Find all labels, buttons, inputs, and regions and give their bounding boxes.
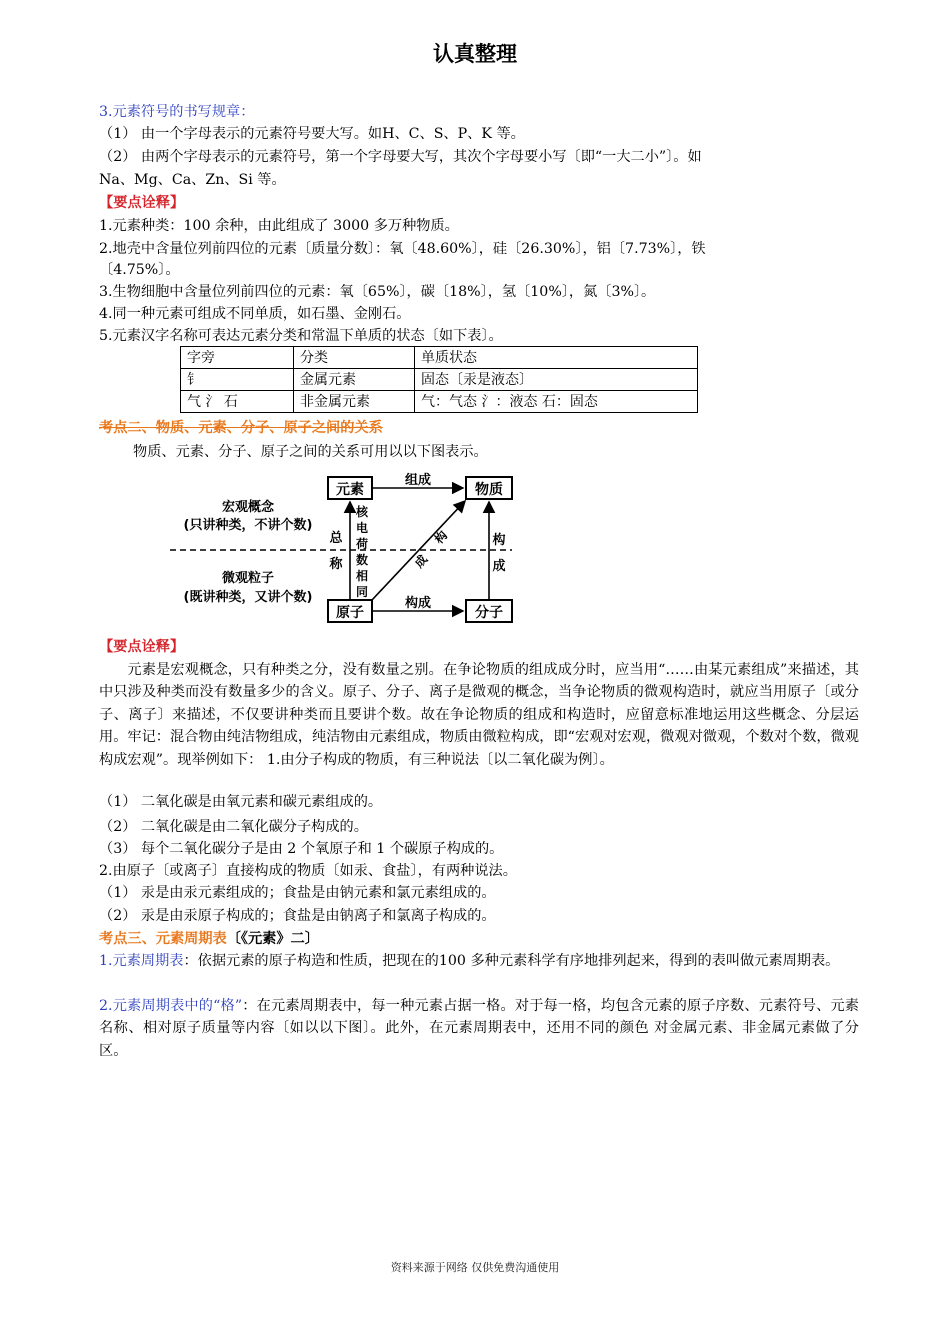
label-vertical-char: 同 (355, 585, 369, 599)
periodic-table-definition (99, 950, 859, 972)
periodic-cell-definition (99, 995, 859, 1062)
table-header-row (181, 347, 698, 369)
atom-substance-2: （2） 汞是由汞原子构成的；食盐是由钠离子和氯离子构成的。 (99, 908, 496, 924)
periodic-table-label: 1.元素周期表 (99, 953, 184, 969)
kp3-heading: 考点三、元素周期表 (99, 931, 227, 947)
table-cell: 气 氵 石 (181, 391, 294, 413)
label-vertical-char: 荷 (355, 537, 369, 551)
table-cell: 气：气态 氵：液态 石：固态 (415, 391, 698, 413)
label-goucheng: 构成 (404, 596, 432, 611)
page-title: 认真整理 (433, 42, 517, 66)
periodic-cell-label: 2.元素周期表中的“格” (99, 998, 243, 1014)
label-diag-cheng: 成 (411, 552, 431, 571)
label-yuansu: 元素 (336, 482, 364, 498)
kp2-heading: 考点二、物质、元素、分子、原子之间的关系 (99, 420, 383, 436)
rule-line-1: （1） 由一个字母表示的元素符号要大写。如H、C、S、P、K 等。 (99, 126, 525, 142)
point-2-continued: 〔4.75%〕。 (99, 262, 180, 278)
label-vertical-char: 数 (355, 553, 369, 567)
table-cell: 固态〔汞是液态〕 (415, 369, 698, 391)
label-diag-gou: 构 (431, 528, 451, 547)
periodic-cell-text: ：在元素周期表中，每一种元素占据一格。对于每一格，均包含元素的原子序数、元素符号、元素名称、相对原子质量等内容〔如以以下图〕。此外，在元素周期表中，还用不同的颜色 对金属元素、非金属元素做了分区。 (99, 998, 859, 1059)
label-macro-title: 宏观概念 (221, 500, 275, 515)
label-micro-title: 微观粒子 (221, 571, 275, 586)
kp3-heading-line (99, 928, 319, 950)
kp3-heading-ref: 〔《元素》二〕 (226, 931, 319, 947)
table-header-cell: 分类 (294, 347, 415, 369)
table-cell: 金属元素 (294, 369, 415, 391)
label-micro-note: (既讲种类，又讲个数) (183, 590, 313, 605)
table-row (181, 391, 698, 413)
section-heading-symbol-rules: 3.元素符号的书写规章： (99, 104, 255, 120)
key-points-heading-2: 【要点诠释】 (99, 639, 185, 655)
co2-statement-3: （3） 每个二氧化碳分子是由 2 个氧原子和 1 个碳原子构成的。 (99, 841, 504, 857)
label-vertical-char: 电 (355, 521, 369, 535)
table-cell: 钅 (181, 369, 294, 391)
page-footer: 资料来源于网络 仅供免费沟通使用 (390, 1261, 560, 1274)
label-macro-note: (只讲种类，不讲个数) (183, 518, 313, 533)
co2-statement-1: （1） 二氧化碳是由氧元素和碳元素组成的。 (99, 794, 383, 810)
label-cheng2: 成 (492, 559, 506, 574)
label-vertical-char: 核 (355, 505, 369, 519)
point-3: 3.生物细胞中含量位列前四位的元素：氧〔65%〕，碳〔18%〕，氢〔10%〕，氮〔3%〕。 (99, 284, 656, 300)
periodic-table-text: ：依据元素的原子构造和性质，把现在的100 多种元素科学有序地排列起来，得到的表叫做元素周期表。 (183, 953, 840, 969)
label-vertical-char: 相 (355, 569, 369, 583)
label-wuzhi: 物质 (475, 482, 503, 498)
label-zucheng: 组成 (404, 473, 432, 488)
point-4: 4.同一种元素可组成不同单质，如石墨、金刚石。 (99, 306, 411, 322)
relationship-diagram (160, 468, 520, 628)
atom-substance-1: （1） 汞是由汞元素组成的；食盐是由钠元素和氯元素组成的。 (99, 885, 496, 901)
rule-line-2: （2） 由两个字母表示的元素符号，第一个字母要大写，其次个字母要小写〔即“一大二小”〕。如 (99, 149, 702, 165)
label-fenzi: 分子 (475, 605, 503, 621)
table-row (181, 369, 698, 391)
table-header-cell: 字旁 (181, 347, 294, 369)
label-zong: 总 (329, 531, 343, 546)
label-yuanzi: 原子 (336, 605, 364, 621)
point-5: 5.元素汉字名称可表达元素分类和常温下单质的状态〔如下表〕。 (99, 328, 503, 344)
table-cell: 非金属元素 (294, 391, 415, 413)
co2-statement-2: （2） 二氧化碳是由二氧化碳分子构成的。 (99, 819, 368, 835)
explanation-paragraph: 元素是宏观概念，只有种类之分，没有数量之别。在争论物质的组成成分时，应当用“……由某元素组成”来描述，其中只涉及种类而没有数量多少的含义。原子、分子、离子是微观的概念，当争论物质的微观构造时，就应当用原子〔或分子、离子〕来描述，不仅要讲种类而且要讲个数。故在争论物质的组成和构造时，应留意标准地运用这些概念、分层运用。牢记：混合物由纯洁物组成，纯洁物由元素组成，物质由微粒构成，即“宏观对宏观，微观对微观，个数对个数，微观构成宏观”。现举例如下： 1.由分子构成的物质，有三种说法〔以二氧化碳为例〕。 (99, 662, 859, 768)
kp2-intro: 物质、元素、分子、原子之间的关系可用以以下图表示。 (133, 444, 488, 460)
point-1: 1.元素种类：100 余种，由此组成了 3000 多万种物质。 (99, 218, 459, 234)
point-2: 2.地壳中含量位列前四位的元素〔质量分数〕：氧〔48.60%〕，硅〔26.30%〕，铝〔7.73%〕，铁 (99, 241, 706, 257)
key-points-heading: 【要点诠释】 (99, 195, 185, 211)
label-gou: 构 (492, 533, 506, 548)
rule-line-3: Na、Mg、Ca、Zn、Si 等。 (99, 172, 286, 188)
element-name-table (180, 346, 698, 413)
table-header-cell: 单质状态 (415, 347, 698, 369)
atom-substance-intro: 2.由原子〔或离子〕直接构成的物质〔如汞、食盐〕，有两种说法。 (99, 863, 517, 879)
label-cheng: 称 (329, 557, 343, 572)
